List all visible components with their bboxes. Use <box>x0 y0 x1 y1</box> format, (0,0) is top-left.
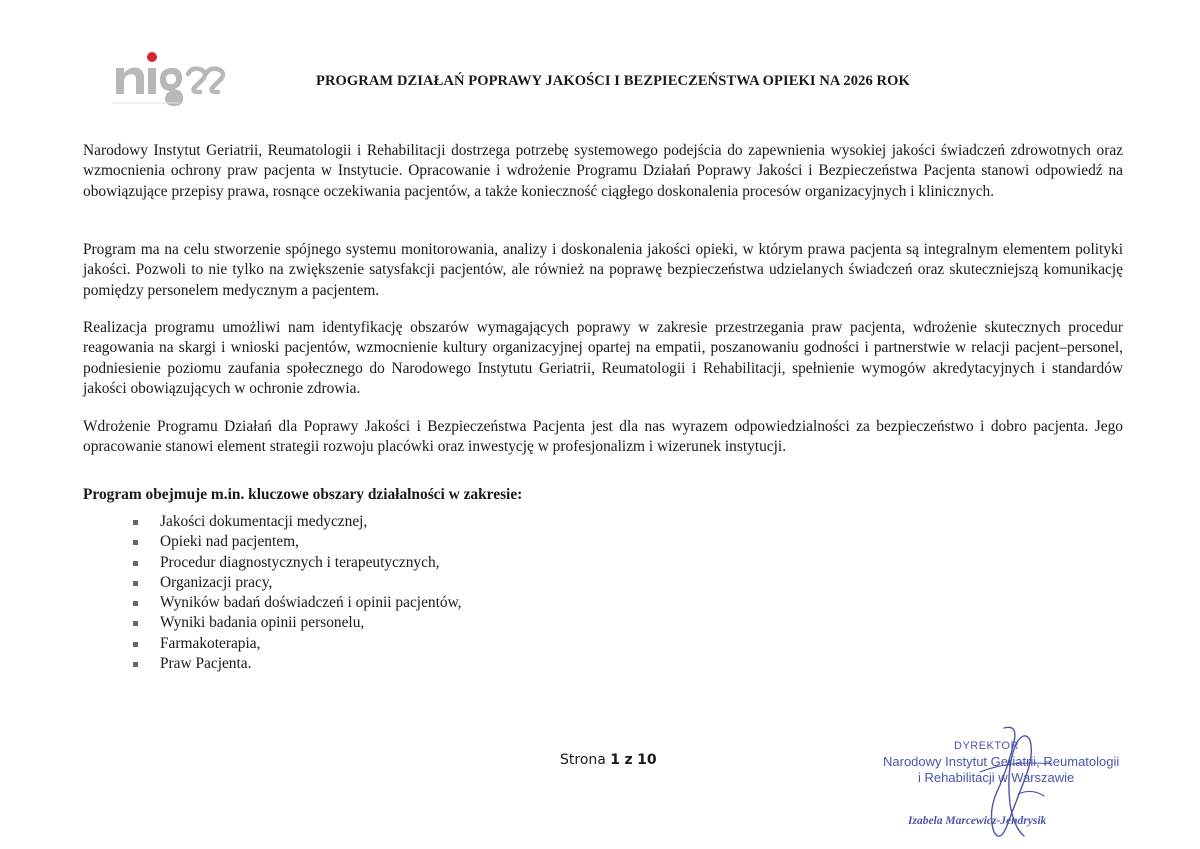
document-title: PROGRAM DZIAŁAŃ POPRAWY JAKOŚCI I BEZPIECZEŃSTWA OPIEKI NA 2026 ROK <box>316 73 910 89</box>
list-item <box>130 613 462 633</box>
list-item <box>130 654 462 674</box>
stamp-location: i Rehabilitacji w Warszawie <box>918 770 1075 785</box>
list-item <box>130 532 462 552</box>
page-current: 1 <box>610 752 621 768</box>
page-separator: z <box>624 752 633 768</box>
list-item-label: Opieki nad pacjentem, <box>160 533 299 551</box>
bullet-icon <box>133 662 138 667</box>
paragraph-realization: Realizacja programu umożliwi nam identyfikację obszarów wymagających poprawy w zakresie przestrzegania praw pacjenta, wdrożenie skutecznych procedur reagowania na skargi i wnioski pacjentów, wzmocnienie kultury organizacyjnej opartej na empatii, poszanowaniu godności i partnerstwie w relacji pacjent–personel, podniesienie poziomu zaufania społecznego do Narodowego Instytutu Geriatrii, Reumatologii i Rehabilitacji, spełnienie wymogów akredytacyjnych i standardów jakości obowiązujących w ochronie zdrowia. <box>83 319 1123 397</box>
bullet-icon <box>133 561 138 566</box>
stamp-institution: Narodowy Instytut Geriatrii, Reumatologii <box>883 754 1120 769</box>
bullet-icon <box>133 642 138 647</box>
bullet-icon <box>133 581 138 586</box>
list-item-label: Praw Pacjenta. <box>160 655 252 673</box>
bullet-icon <box>133 601 138 606</box>
stamp-name: Izabela Marcewicz-Jendrysik <box>908 815 1047 827</box>
list-item-label: Farmakoterapia, <box>160 634 261 652</box>
list-item <box>130 553 462 573</box>
bullet-icon <box>133 520 138 525</box>
page-total: 10 <box>637 752 657 768</box>
page-prefix: Strona <box>560 752 606 768</box>
list-item <box>130 573 462 593</box>
list-item-label: Organizacji pracy, <box>160 573 273 591</box>
bullet-icon <box>133 621 138 626</box>
paragraph-implementation: Wdrożenie Programu Działań dla Poprawy Jakości i Bezpieczeństwa Pacjenta jest dla nas wyrazem odpowiedzialności za bezpieczeństwo i dobro pacjenta. Jego opracowanie stanowi element strategii rozwoju placówki oraz inwestycję w profesjonalizm i wizerunek instytucji. <box>83 418 1123 456</box>
bullet-icon <box>133 540 138 545</box>
stamp-role: DYREKTOR <box>954 740 1019 752</box>
paragraph-intro: Narodowy Instytut Geriatrii, Reumatologii i Rehabilitacji dostrzega potrzebę systemowego podejścia do zapewnienia wysokiej jakości świadczeń zdrowotnych oraz wzmocnienia ochrony praw pacjenta w Instytucie. Opracowanie i wdrożenie Programu Działań Poprawy Jakości i Bezpieczeństwa Pacjenta stanowi odpowiedź na obowiązujące przepisy prawa, rosnące oczekiwania pacjentów, a także konieczność ciągłego doskonalenia procesów organizacyjnych i klinicznych. <box>83 142 1123 200</box>
list-item-label: Jakości dokumentacji medycznej, <box>160 513 368 530</box>
list-item-label: Procedur diagnostycznych i terapeutycznych, <box>160 553 440 571</box>
key-areas-list <box>130 512 462 674</box>
list-item-label: Wyniki badania opinii personelu, <box>160 614 365 632</box>
page-number <box>560 752 657 768</box>
nigrr-logo <box>110 44 228 112</box>
section-heading: Program obejmuje m.in. kluczowe obszary działalności w zakresie: <box>83 486 523 503</box>
list-item <box>130 512 462 532</box>
list-item <box>130 593 462 613</box>
list-item-label: Wyników badań doświadczeń i opinii pacjentów, <box>160 594 462 612</box>
list-item <box>130 634 462 654</box>
handwritten-signature <box>960 724 1070 844</box>
paragraph-goal: Program ma na celu stworzenie spójnego systemu monitorowania, analizy i doskonalenia jakości opieki, w którym prawa pacjenta są integralnym elementem polityki jakości. Pozwoli to nie tylko na zwiększenie satysfakcji pacjentów, ale również na poprawę bezpieczeństwa udzielanych świadczeń oraz skuteczniejszą komunikację pomiędzy personelem medycznym a pacjentem. <box>83 241 1123 299</box>
